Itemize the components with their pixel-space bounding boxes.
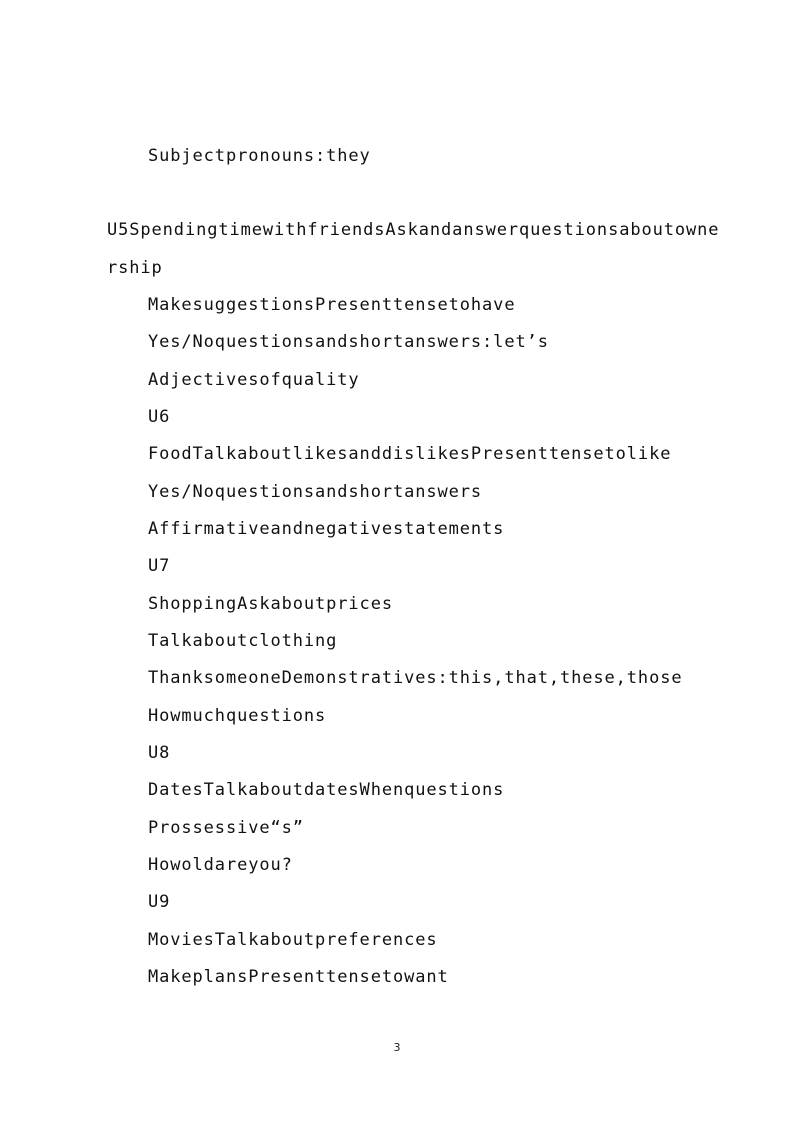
text-line: MakesuggestionsPresenttensetohave (148, 295, 516, 315)
text-line: MoviesTalkaboutpreferences (148, 930, 438, 950)
text-line: Adjectivesofquality (148, 370, 360, 390)
unit-heading: U8 (148, 743, 171, 763)
text-line: MakeplansPresenttensetowant (148, 967, 449, 987)
text-line: ShoppingAskaboutprices (148, 594, 393, 614)
text-line: Howoldareyou? (148, 855, 293, 875)
text-line: ThanksomeoneDemonstratives:this,that,these,those (148, 668, 683, 688)
text-line: Talkaboutclothing (148, 631, 338, 651)
page-number: 3 (393, 1041, 401, 1054)
text-line: Prossessive“s” (148, 818, 304, 838)
unit-heading: U9 (148, 892, 171, 912)
text-line: Howmuchquestions (148, 706, 327, 726)
text-line: Yes/Noquestionsandshortanswers:let’s (148, 332, 549, 352)
unit-heading: U7 (148, 556, 171, 576)
text-line: Affirmativeandnegativestatements (148, 519, 505, 539)
text-line: Subjectpronouns:they (148, 146, 371, 166)
text-line: U5SpendingtimewithfriendsAskandanswerquestionsaboutowne (107, 220, 720, 240)
unit-heading: U6 (148, 407, 171, 427)
text-line: Yes/Noquestionsandshortanswers (148, 482, 483, 502)
text-line: DatesTalkaboutdatesWhenquestions (148, 780, 505, 800)
text-line: FoodTalkaboutlikesanddislikesPresenttensetolike (148, 444, 672, 464)
text-line: rship (107, 258, 163, 278)
